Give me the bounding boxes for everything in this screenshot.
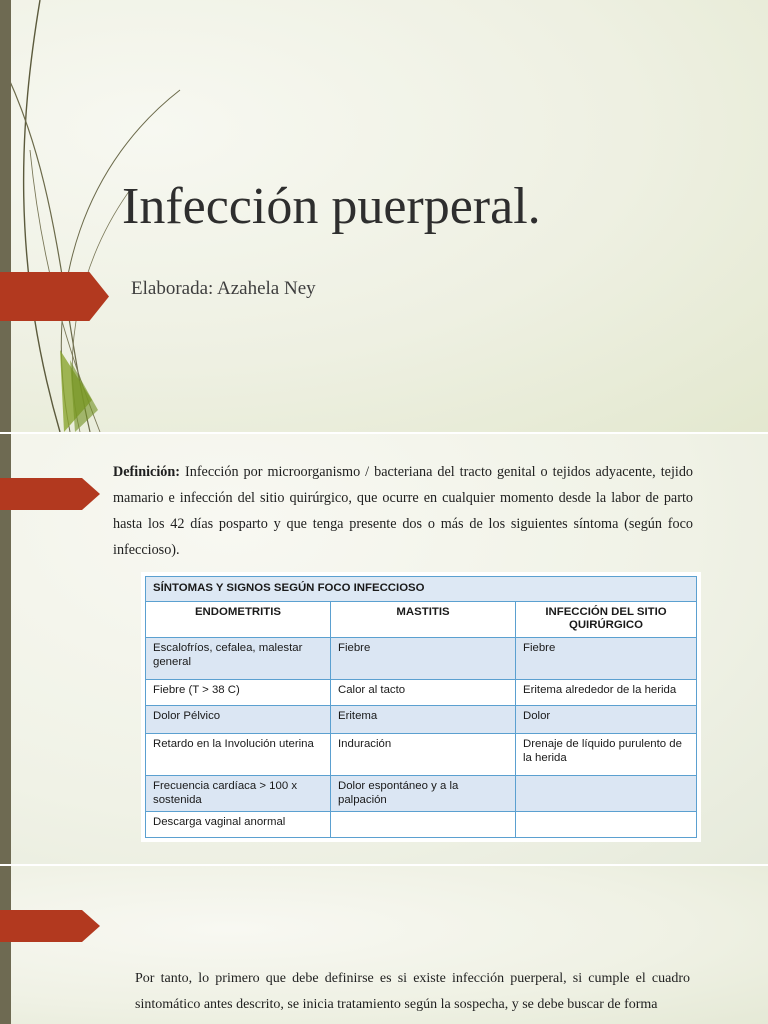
symptoms-table [145,576,697,838]
table-row [146,812,697,838]
accent-tab-arrow [0,910,100,942]
table-cell: Induración [331,734,516,776]
table-cell: Dolor espontáneo y a la palpación [331,776,516,812]
table-cell: Fiebre (T > 38 C) [146,680,331,706]
table-row [146,734,697,776]
table-cell: Eritema [331,706,516,734]
column-header: MASTITIS [331,601,516,637]
left-accent-bar [0,866,11,1024]
table-caption: SÍNTOMAS Y SIGNOS SEGÚN FOCO INFECCIOSO [146,577,697,602]
definition-paragraph [113,459,693,563]
continuation-slide [0,866,768,1024]
table-cell: Dolor Pélvico [146,706,331,734]
definition-text: Infección por microorganismo / bacteriana del tracto genital o tejidos adyacente, tejido mamario e infección del sitio quirúrgico, que ocurre en cualquier momento desde la labor de parto hasta los 42 días posparto y que tenga presente dos o más de los siguientes síntoma (según foco infeccioso). [113,464,694,558]
symptoms-table-container [141,572,701,842]
table-cell: Escalofríos, cefalea, malestar general [146,638,331,680]
definition-slide [0,434,768,864]
title-slide [0,0,768,432]
table-cell: Eritema alrededor de la herida [516,680,697,706]
left-accent-bar [0,0,11,432]
table-row [146,638,697,680]
table-cell: Descarga vaginal anormal [146,812,331,838]
table-cell: Fiebre [331,638,516,680]
column-header: ENDOMETRITIS [146,601,331,637]
body-paragraph: Por tanto, lo primero que debe definirse es si existe infección puerperal, si cumple el cuadro sintomático antes descrito, se inicia tratamiento según la sospecha, y se debe buscar de forma [135,971,690,1012]
accent-tab-arrow [0,272,109,321]
table-cell [516,812,697,838]
table-cell [516,776,697,812]
table-cell [331,812,516,838]
slide-title: Infección puerperal. [122,178,541,235]
table-row [146,706,697,734]
definition-label: Definición: [113,464,180,480]
table-cell: Calor al tacto [331,680,516,706]
table-cell: Fiebre [516,638,697,680]
table-cell: Retardo en la Involución uterina [146,734,331,776]
accent-tab-arrow [0,478,100,510]
column-header: INFECCIÓN DEL SITIO QUIRÚRGICO [516,601,697,637]
table-row [146,680,697,706]
table-row [146,776,697,812]
table-cell: Frecuencia cardíaca > 100 x sostenida [146,776,331,812]
table-cell: Dolor [516,706,697,734]
table-cell: Drenaje de líquido purulento de la herida [516,734,697,776]
slide-subtitle: Elaborada: Azahela Ney [131,278,316,299]
table-header-row [146,601,697,637]
